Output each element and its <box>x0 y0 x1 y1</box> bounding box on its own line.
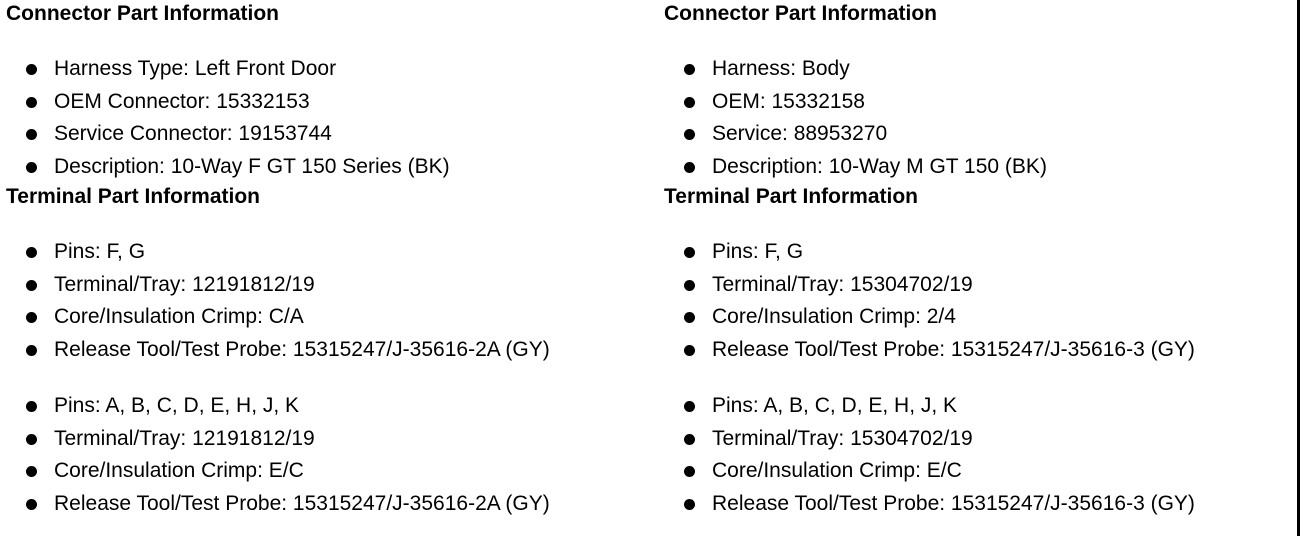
terminal-part-info-title: Terminal Part Information <box>6 185 260 208</box>
list-item <box>6 118 646 151</box>
bullet-icon <box>26 280 37 291</box>
list-item <box>664 301 1304 334</box>
bullet-icon <box>684 129 695 140</box>
list-item <box>6 334 646 367</box>
list-item-text: Release Tool/Test Probe: 15315247/J-35616-2A (GY) <box>54 491 550 515</box>
bullet-icon <box>684 97 695 108</box>
list-item-text: Release Tool/Test Probe: 15315247/J-35616-3 (GY) <box>712 491 1195 515</box>
list-item-text: Core/Insulation Crimp: 2/4 <box>712 305 956 328</box>
bullet-icon <box>684 64 695 75</box>
list-item <box>664 86 1304 119</box>
terminal-info-list-group-2 <box>6 390 646 520</box>
terminal-info-list-group-1 <box>6 236 646 366</box>
list-item <box>6 390 646 423</box>
bullet-icon <box>26 64 37 75</box>
terminal-info-list-group-1 <box>664 236 1304 366</box>
list-item-text: Description: 10-Way M GT 150 (BK) <box>712 154 1047 178</box>
bullet-icon <box>684 312 695 323</box>
bullet-icon <box>684 345 695 356</box>
list-item <box>664 423 1304 456</box>
list-item-text: Release Tool/Test Probe: 15315247/J-35616-2A (GY) <box>54 337 550 361</box>
list-item-text: Service: 88953270 <box>712 122 888 145</box>
connector-info-list <box>664 53 1304 183</box>
left-connector-column <box>6 0 646 520</box>
list-item <box>6 86 646 119</box>
list-item-text: OEM Connector: 15332153 <box>54 89 310 113</box>
list-item <box>6 151 646 184</box>
list-item <box>664 334 1304 367</box>
bullet-icon <box>26 312 37 323</box>
list-item-text: Core/Insulation Crimp: E/C <box>712 459 962 482</box>
list-item-text: Service Connector: 19153744 <box>54 122 332 145</box>
list-item-text: Description: 10-Way F GT 150 Series (BK) <box>54 154 450 178</box>
list-item-text: Core/Insulation Crimp: E/C <box>54 459 304 482</box>
list-item-text: Terminal/Tray: 15304702/19 <box>712 426 973 450</box>
list-item <box>664 269 1304 302</box>
bullet-icon <box>684 280 695 291</box>
bullet-icon <box>26 247 37 258</box>
list-item <box>6 236 646 269</box>
terminal-part-info-title: Terminal Part Information <box>664 185 918 208</box>
list-item <box>664 118 1304 151</box>
bullet-icon <box>684 466 695 477</box>
bullet-icon <box>26 466 37 477</box>
list-item-text: Pins: F, G <box>54 240 146 263</box>
list-item <box>664 151 1304 184</box>
right-connector-column <box>664 0 1304 520</box>
list-item-text: Harness Type: Left Front Door <box>54 57 337 80</box>
list-item-text: Terminal/Tray: 15304702/19 <box>712 272 973 296</box>
bullet-icon <box>26 499 37 510</box>
list-item-text: Harness: Body <box>712 57 850 80</box>
bullet-icon <box>684 434 695 445</box>
bullet-icon <box>684 401 695 412</box>
connector-info-list <box>6 53 646 183</box>
connector-part-info-title: Connector Part Information <box>6 2 280 25</box>
bullet-icon <box>684 499 695 510</box>
list-item <box>664 390 1304 423</box>
bullet-icon <box>26 129 37 140</box>
list-item <box>6 488 646 521</box>
list-item <box>664 488 1304 521</box>
list-item <box>6 269 646 302</box>
list-item <box>664 455 1304 488</box>
list-item-text: Pins: F, G <box>712 240 804 263</box>
list-item <box>6 301 646 334</box>
list-item <box>664 236 1304 269</box>
list-item-text: Core/Insulation Crimp: C/A <box>54 305 304 328</box>
bullet-icon <box>26 345 37 356</box>
list-item-text: OEM: 15332158 <box>712 89 865 113</box>
list-item <box>664 53 1304 86</box>
list-item-text: Pins: A, B, C, D, E, H, J, K <box>54 394 300 417</box>
list-item-text: Pins: A, B, C, D, E, H, J, K <box>712 394 958 417</box>
list-item-text: Terminal/Tray: 12191812/19 <box>54 272 315 296</box>
list-item-text: Terminal/Tray: 12191812/19 <box>54 426 315 450</box>
bullet-icon <box>26 434 37 445</box>
connector-part-info-title: Connector Part Information <box>664 2 938 25</box>
list-item <box>6 455 646 488</box>
list-item <box>6 423 646 456</box>
bullet-icon <box>26 401 37 412</box>
bullet-icon <box>26 97 37 108</box>
list-item-text: Release Tool/Test Probe: 15315247/J-35616-3 (GY) <box>712 337 1195 361</box>
list-item <box>6 53 646 86</box>
bullet-icon <box>26 162 37 173</box>
terminal-info-list-group-2 <box>664 390 1304 520</box>
bullet-icon <box>684 247 695 258</box>
bullet-icon <box>684 162 695 173</box>
